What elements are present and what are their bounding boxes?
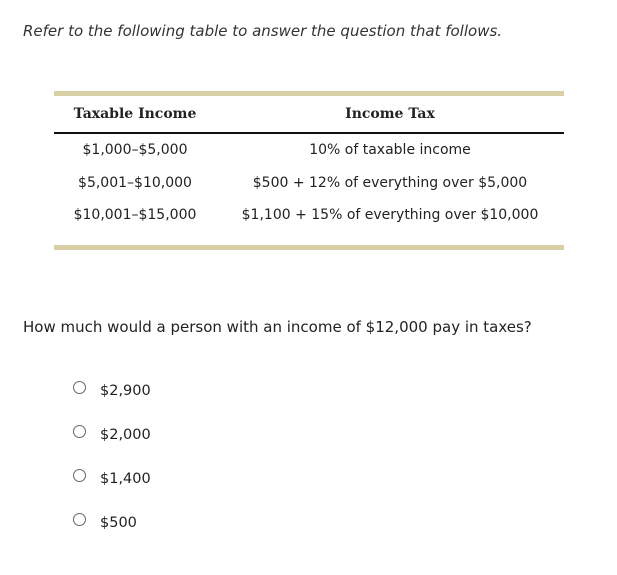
income-tax-cell: 10% of taxable income — [309, 142, 471, 159]
table-row — [54, 199, 564, 232]
question-text: How much would a person with an income of $12,000 pay in taxes? — [23, 318, 532, 336]
option-label: $2,900 — [100, 383, 151, 399]
header-income-tax: Income Tax — [345, 106, 435, 122]
answer-option-b[interactable] — [73, 412, 151, 456]
option-label: $1,400 — [100, 471, 151, 487]
radio-button[interactable] — [73, 425, 86, 438]
option-label: $500 — [100, 515, 137, 531]
radio-button[interactable] — [73, 469, 86, 482]
income-range-cell: $10,001–$15,000 — [73, 207, 197, 224]
tax-table — [54, 91, 564, 250]
answer-option-c[interactable] — [73, 456, 151, 500]
intro-text: Refer to the following table to answer the question that follows. — [23, 22, 503, 40]
income-range-cell: $1,000–$5,000 — [82, 142, 188, 159]
table-bottom-bar — [54, 245, 564, 250]
income-tax-cell: $500 + 12% of everything over $5,000 — [252, 174, 528, 191]
header-taxable-income: Taxable Income — [73, 106, 197, 122]
answer-option-a[interactable] — [73, 368, 151, 412]
radio-button[interactable] — [73, 381, 86, 394]
answer-option-d[interactable] — [73, 500, 151, 544]
table-row — [54, 134, 564, 167]
table-header-row — [54, 96, 564, 134]
income-tax-cell: $1,100 + 15% of everything over $10,000 — [241, 207, 539, 224]
income-range-cell: $5,001–$10,000 — [78, 174, 192, 191]
option-label: $2,000 — [100, 427, 151, 443]
radio-button[interactable] — [73, 513, 86, 526]
table-row — [54, 167, 564, 200]
answer-options — [73, 368, 151, 544]
